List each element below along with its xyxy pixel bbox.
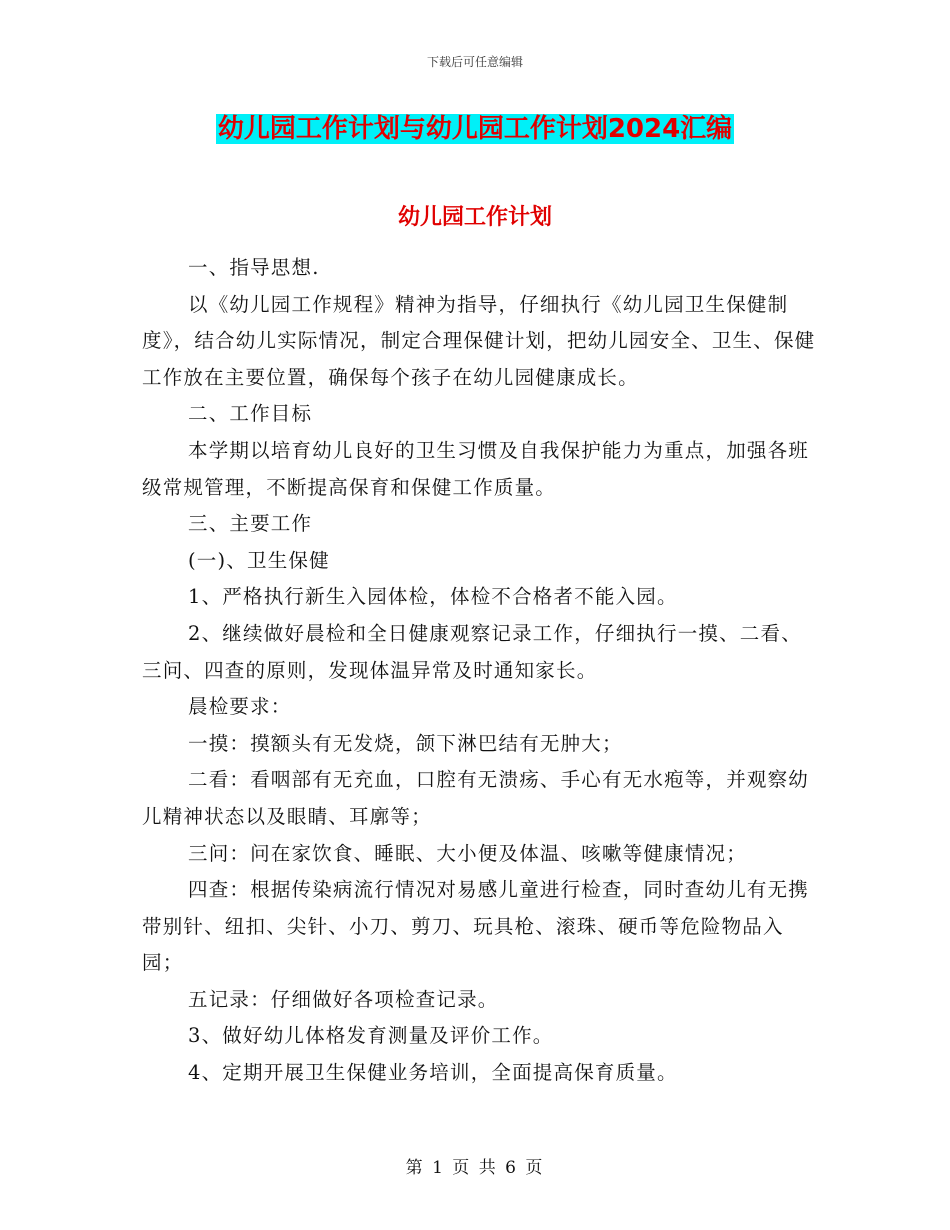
header-note: 下载后可任意编辑 (426, 55, 523, 69)
paragraph: 晨检要求： (188, 695, 292, 719)
paragraph: 一摸：摸额头有无发烧，颌下淋巴结有无肿大； (188, 731, 623, 755)
document-title-text: 幼儿园工作计划与幼儿园工作计划2024汇编 (217, 114, 733, 144)
paragraph: 二、工作目标 (188, 402, 313, 426)
paragraph: 二看：看咽部有无充血，口腔有无溃疡、手心有无水疱等，并观察幼儿精神状态以及眼睛、耳廓等； (142, 768, 810, 828)
paragraph: 3、做好幼儿体格发育测量及评价工作。 (188, 1024, 554, 1048)
paragraph: 三、主要工作 (188, 512, 313, 536)
paragraph: 2、继续做好晨检和全日健康观察记录工作，仔细执行一摸、二看、三问、四查的原则，发现体温异常及时通知家长。 (142, 621, 802, 682)
paragraph: 四查：根据传染病流行情况对易感儿童进行检查，同时查幼儿有无携带别针、纽扣、尖针、小刀、剪刀、玩具枪、滚珠、硬币等危险物品入园； (142, 878, 810, 975)
paragraph: 五记录：仔细做好各项检查记录。 (188, 987, 499, 1011)
paragraph: 本学期以培育幼儿良好的卫生习惯及自我保护能力为重点，加强各班级常规管理，不断提高保育和保健工作质量。 (142, 438, 810, 499)
section-title: 幼儿园工作计划 (397, 205, 552, 230)
paragraph: (一)、卫生保健 (188, 548, 330, 572)
document-body (142, 250, 822, 1092)
paragraph: 以《幼儿园工作规程》精神为指导，仔细执行《幼儿园卫生保健制度》，结合幼儿实际情况，制定合理保健计划，把幼儿园安全、卫生、保健工作放在主要位置，确保每个孩子在幼儿园健康成长。 (142, 292, 816, 389)
paragraph: 1、严格执行新生入园体检，体检不合格者不能入园。 (188, 585, 678, 609)
paragraph: 一、指导思想. (188, 256, 320, 279)
page-number: 第 1 页 共 6 页 (405, 1158, 545, 1178)
paragraph: 4、定期开展卫生保健业务培训，全面提高保育质量。 (188, 1061, 678, 1085)
paragraph: 三问：问在家饮食、睡眠、大小便及体温、咳嗽等健康情况； (188, 841, 747, 865)
document-title (0, 112, 950, 146)
